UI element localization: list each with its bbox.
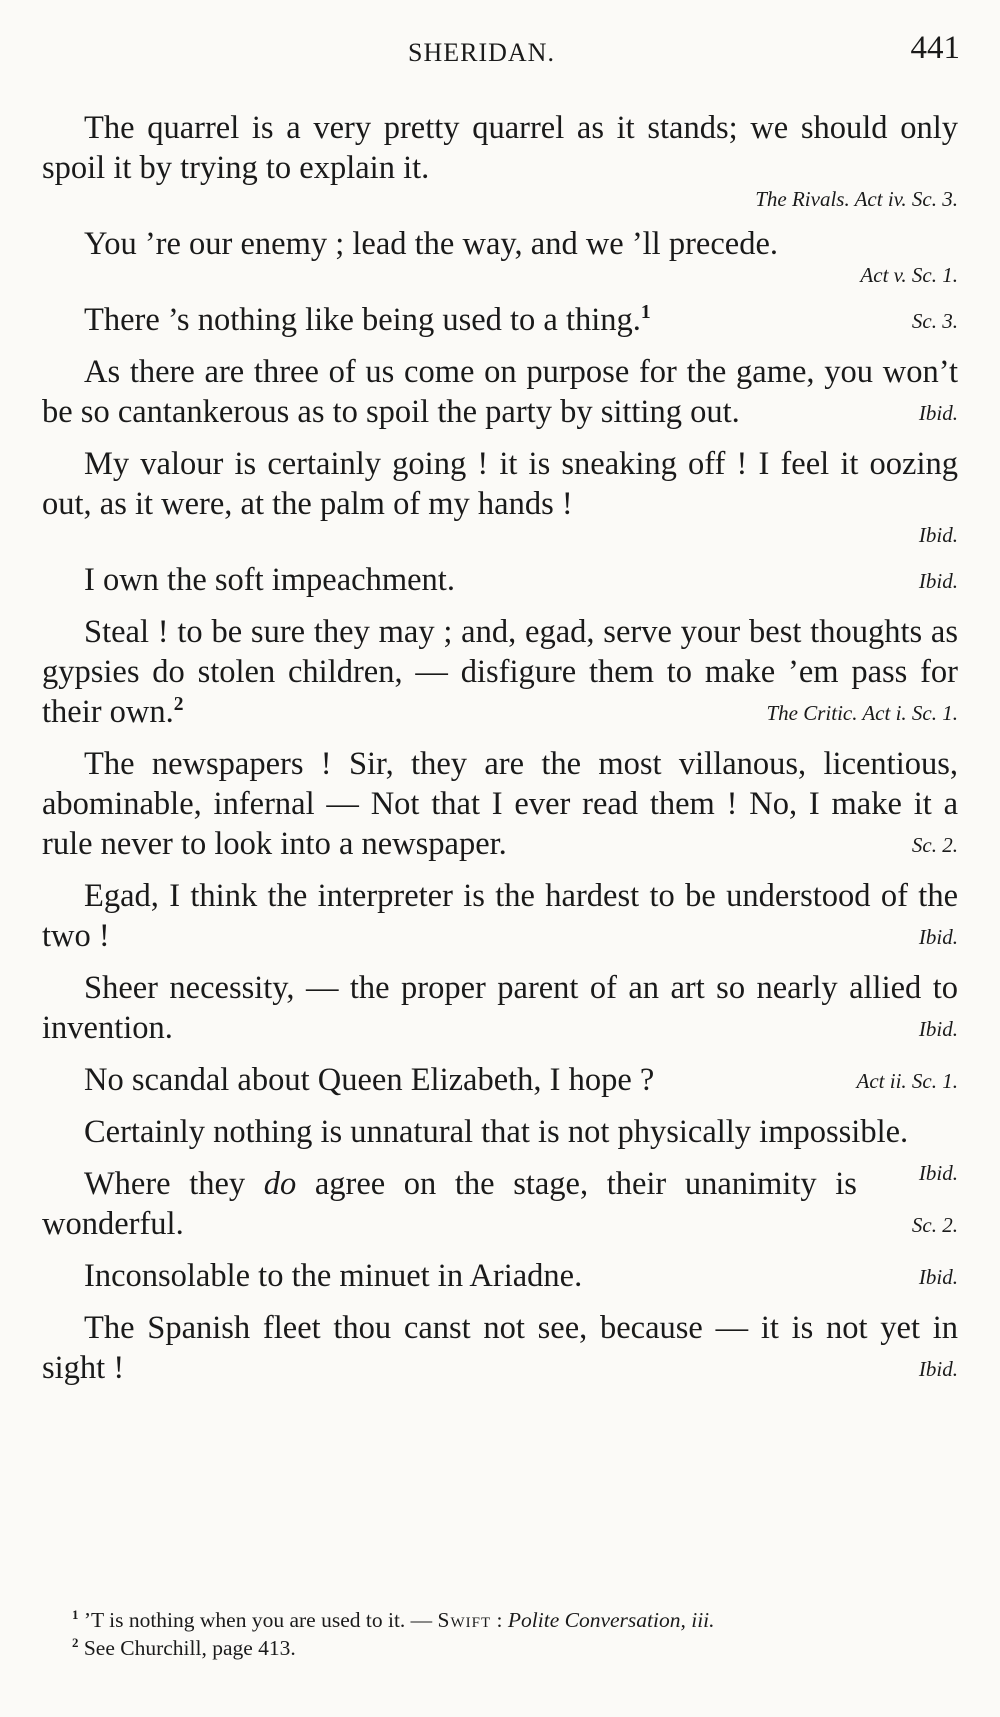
quotation-body: Sheer necessity, — the proper parent of an art so nearly allied to invention. — [42, 970, 958, 1046]
quotation-text: You ’re our enemy ; lead the way, and we ’ll precede. — [84, 226, 778, 262]
quotation-text — [42, 1308, 958, 1388]
quotation-body: Steal ! to be sure they may ; and, egad, serve your best thoughts as gypsies do stolen children, — disfigure them to make ’em pass for their own. — [42, 614, 958, 730]
quotation-body: I own the soft impeachment. — [84, 562, 455, 598]
quotation-body: Certainly nothing is unnatural that is not physically impossible. — [84, 1114, 909, 1150]
quotation-entry — [42, 444, 958, 548]
citation: The Critic. Act i. Sc. 1. — [766, 701, 958, 725]
quotation-body: The Spanish fleet thou canst not see, because — it is not yet in sight ! — [42, 1310, 958, 1386]
quotation-entry — [42, 1060, 958, 1100]
quotation-entry — [42, 560, 958, 600]
citation: Ibid. — [918, 1017, 958, 1041]
citation: The Rivals. Act iv. Sc. 3. — [755, 187, 958, 211]
citation: Ibid. — [918, 401, 958, 425]
citation: Ibid. — [918, 1161, 958, 1185]
quotation-entry — [42, 224, 958, 288]
footnote-marker: 2 — [173, 694, 184, 716]
quotation-text: My valour is certainly going ! it is sneaking off ! I feel it oozing out, as it were, at the palm of my hands ! — [42, 446, 958, 522]
citation: Act ii. Sc. 1. — [856, 1069, 958, 1093]
quotation-body-end: agree on the stage, their unanimity is wonderful. — [42, 1166, 857, 1242]
footnote-text: ’T is nothing when you are used to it. — — [83, 1608, 438, 1632]
quotation-text — [42, 744, 958, 864]
footnote-number: 2 — [72, 1635, 79, 1650]
footnote-text: See Churchill, page 413. — [83, 1636, 296, 1660]
citation: Ibid. — [918, 1265, 958, 1289]
quotation-text — [42, 300, 958, 340]
page-number: 441 — [910, 30, 960, 66]
quotation-entry — [42, 612, 958, 732]
citation: Sc. 3. — [911, 309, 958, 333]
quotation-entry — [42, 1164, 958, 1244]
quotation-body: Inconsolable to the minuet in Ariadne. — [84, 1258, 583, 1294]
quotation-entry — [42, 744, 958, 864]
quotation-entry — [42, 352, 958, 432]
quotation-list — [42, 108, 958, 1400]
quotation-text — [42, 352, 958, 432]
quotation-text: The quarrel is a very pretty quarrel as it stands; we should only spoil it by trying to explain it. — [42, 110, 958, 186]
quotation-body: The newspapers ! Sir, they are the most villanous, licentious, abominable, infernal — Not that I ever read them ! No, I make it a rule never to look into a newspaper. — [42, 746, 958, 862]
footnote — [72, 1606, 962, 1634]
citation: Ibid. — [918, 569, 958, 593]
emphasized-word: do — [263, 1166, 297, 1202]
quotation-body: Egad, I think the interpreter is the hardest to be understood of the two ! — [42, 878, 958, 954]
quotation-body: As there are three of us come on purpose for the game, you won’t be so cantankerous as to spoil the party by sitting out. — [42, 354, 958, 430]
quotation-text — [42, 1164, 958, 1244]
quotation-text — [42, 1060, 958, 1100]
quotation-text — [42, 968, 958, 1048]
quotation-body: No scandal about Queen Elizabeth, I hope ? — [84, 1062, 655, 1098]
citation: Ibid. — [918, 1357, 958, 1381]
quotation-body: There ’s nothing like being used to a thing. — [84, 302, 641, 338]
footnote-separator: : — [491, 1608, 508, 1632]
quotation-entry — [42, 876, 958, 956]
running-head: SHERIDAN. — [408, 38, 555, 67]
footnote-marker: 1 — [640, 302, 651, 324]
quotation-text — [42, 560, 958, 600]
quotation-body-start: Where they — [84, 1166, 264, 1202]
quotation-text — [42, 1256, 958, 1296]
footnote-number: 1 — [72, 1607, 79, 1622]
citation: Act v. Sc. 1. — [860, 263, 958, 287]
citation: Sc. 2. — [911, 833, 958, 857]
quotation-entry — [42, 108, 958, 212]
footnote-author: Swift — [437, 1608, 492, 1632]
quotation-entry — [42, 1308, 958, 1388]
footnote — [72, 1634, 962, 1662]
footnotes — [72, 1606, 962, 1662]
citation: Ibid. — [918, 523, 958, 547]
citation: Sc. 2. — [911, 1213, 958, 1237]
quotation-text — [42, 876, 958, 956]
page-header — [0, 30, 1000, 75]
quotation-entry — [42, 1256, 958, 1296]
quotation-entry — [42, 968, 958, 1048]
footnote-work-title: Polite Conversation, iii. — [507, 1608, 715, 1632]
quotation-text — [42, 612, 958, 732]
citation: Ibid. — [918, 925, 958, 949]
quotation-entry — [42, 300, 958, 340]
